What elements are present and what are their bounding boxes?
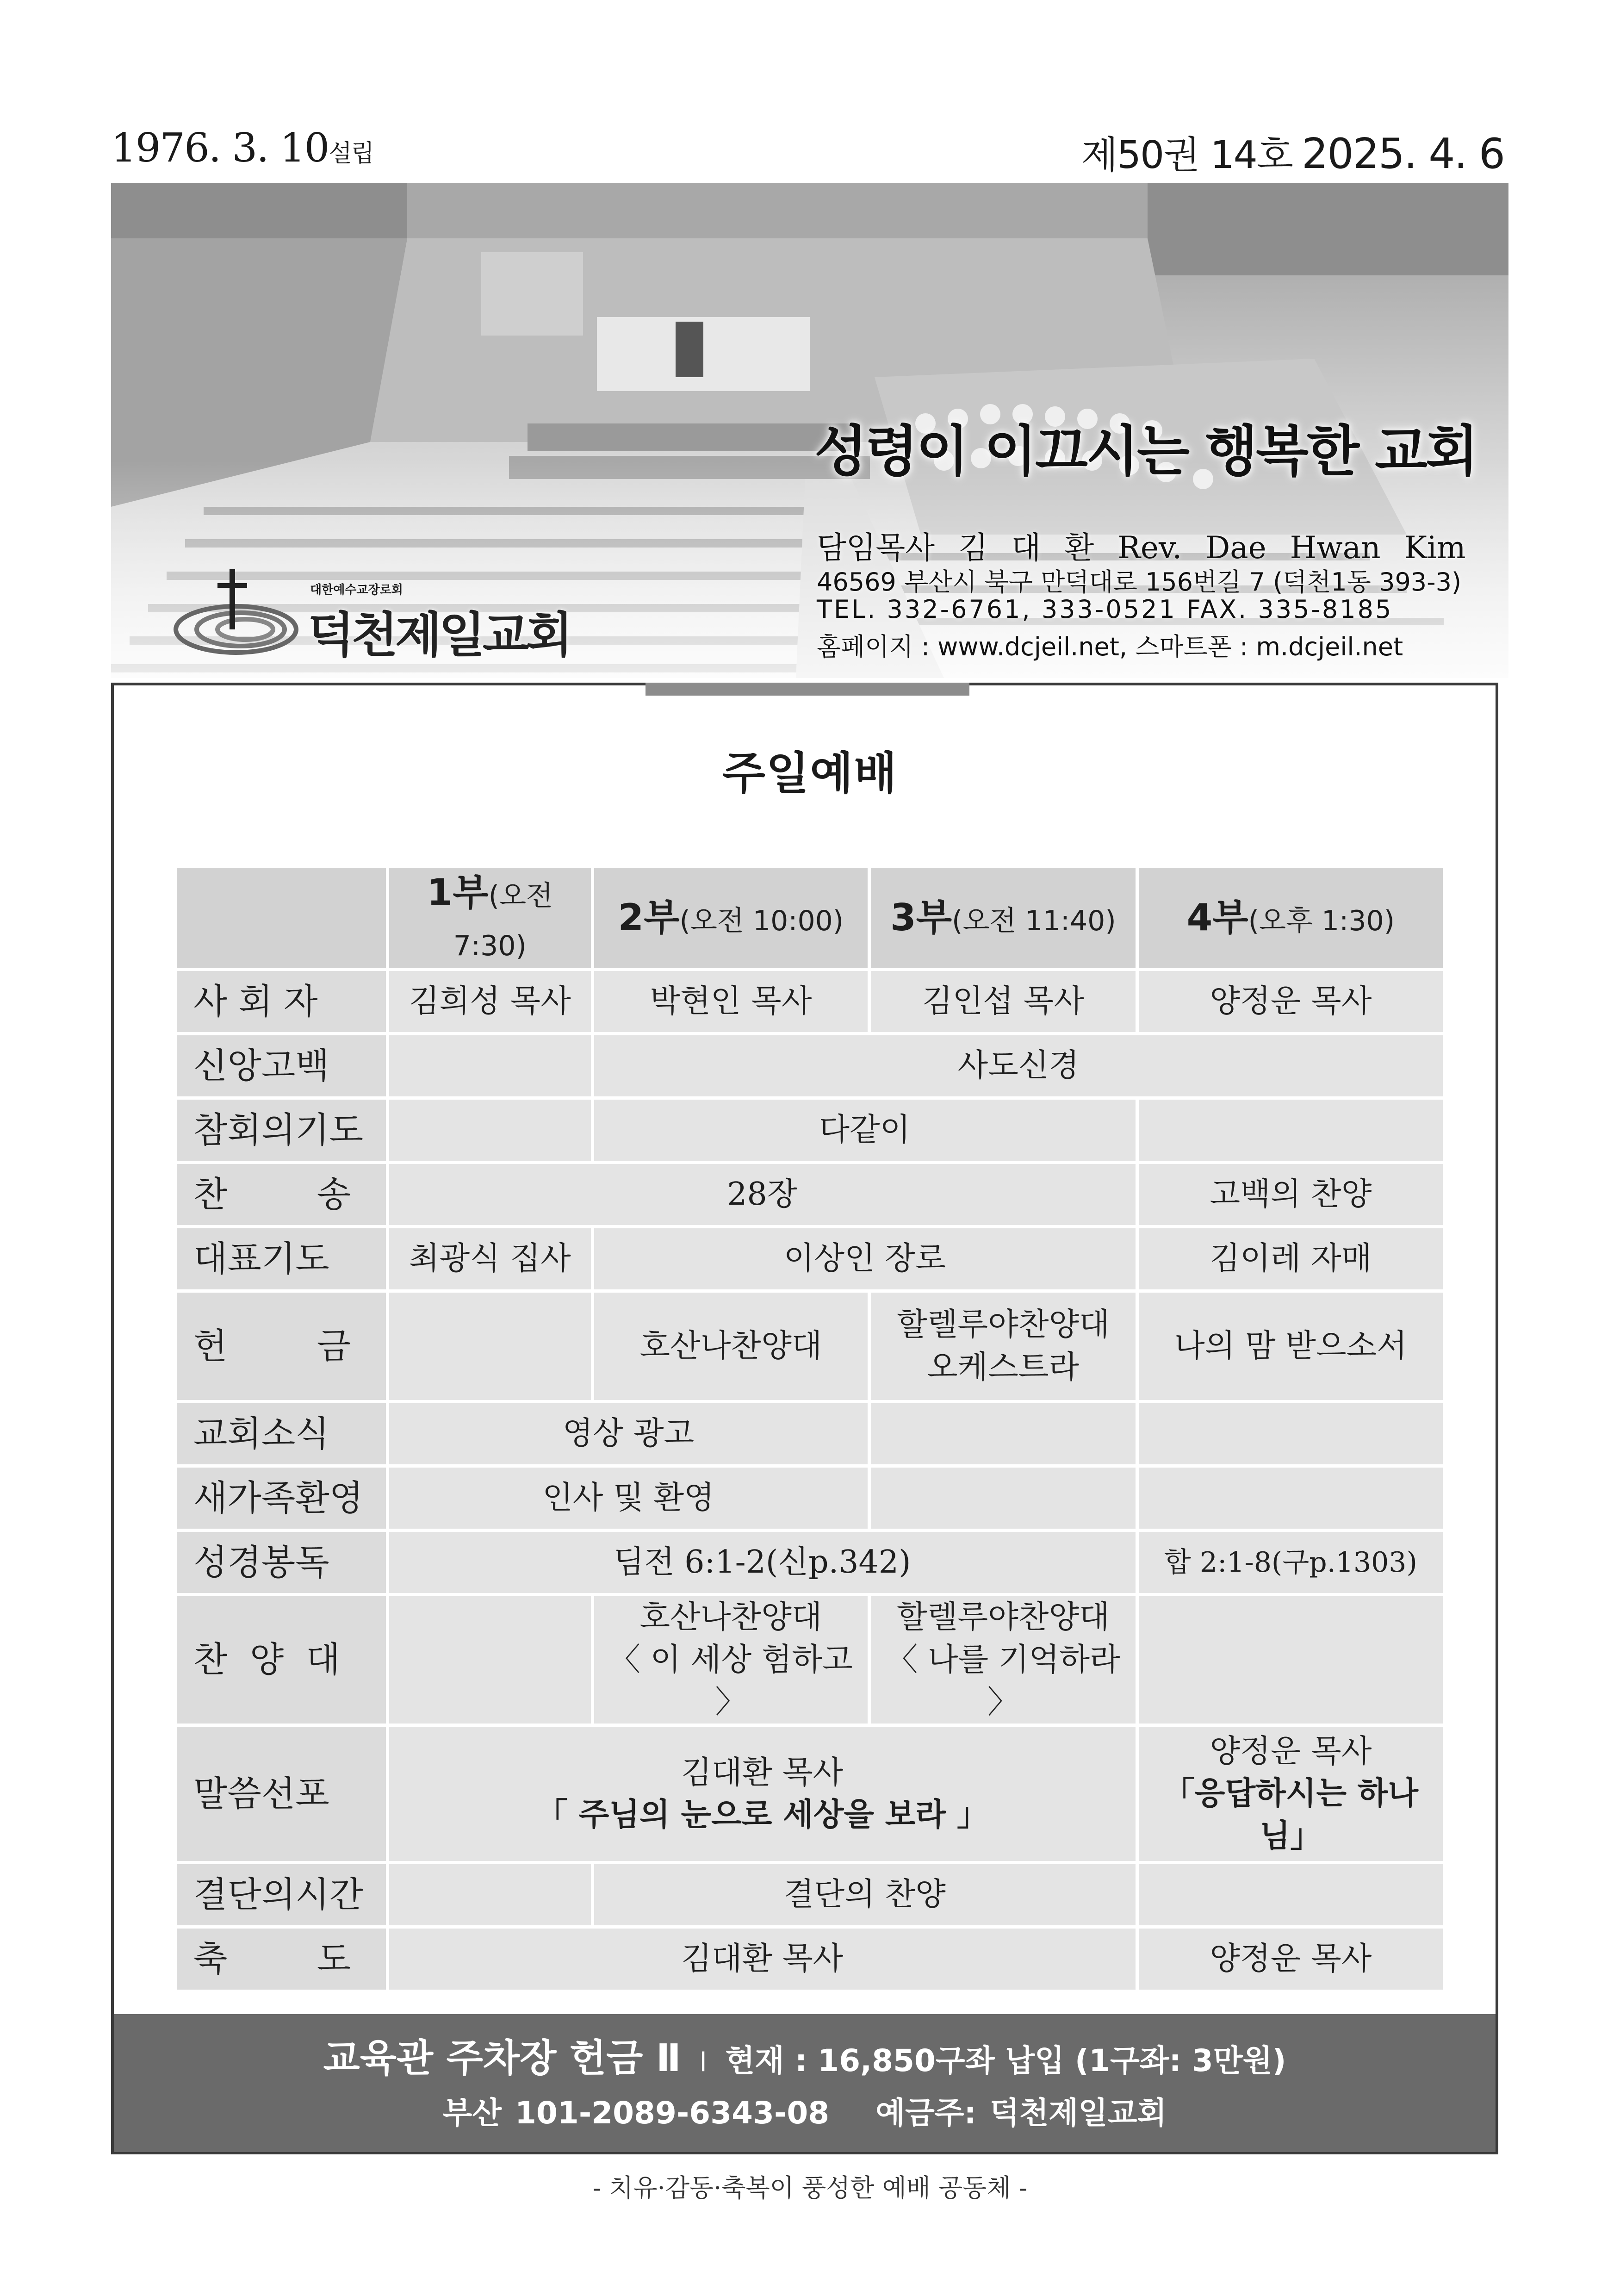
preacher-name: 김대환 목사 xyxy=(681,1754,844,1791)
row-label: 찬 양 대 xyxy=(177,1596,386,1724)
worship-schedule-table xyxy=(174,865,1446,1993)
cell-line: 할렐루야찬양대 xyxy=(897,1599,1110,1636)
table-row xyxy=(177,1596,1443,1724)
table-cell xyxy=(389,1596,591,1724)
table-cell xyxy=(389,1727,1136,1861)
header-corner-cell xyxy=(177,868,386,968)
table-cell xyxy=(871,1403,1136,1464)
table-cell: 이상인 장로 xyxy=(594,1228,1136,1289)
table-cell xyxy=(389,1035,591,1096)
cell-line: 〈 나를 기억하라 〉 xyxy=(886,1641,1120,1721)
church-address: 46569 부산시 북구 만덕대로 156번길 7 (덕천1동 393-3) xyxy=(817,567,1462,597)
church-motto: - 치유·감동·축복이 풍성한 예배 공동체 - xyxy=(592,2173,1028,2203)
column-header-3: 3부(오전 11:40) xyxy=(871,868,1136,968)
church-phone: TEL. 332-6761, 333-0521 FAX. 335-8185 xyxy=(817,595,1393,624)
founded-date: 1976. 3. 10설립 xyxy=(111,125,373,171)
pastor-name: 담임목사 김 대 환 Rev. Dae Hwan Kim xyxy=(817,530,1466,566)
table-cell: 합 2:1-8(구p.1303) xyxy=(1139,1532,1443,1593)
table-cell xyxy=(1139,1727,1443,1861)
table-cell xyxy=(389,1100,591,1161)
table-row xyxy=(177,1164,1443,1225)
row-label: 찬 송 xyxy=(177,1164,386,1225)
table-row xyxy=(177,1293,1443,1400)
issue-info: 제50권 14호 2025. 4. 6 xyxy=(1081,130,1504,178)
table-row xyxy=(177,1864,1443,1925)
preacher-name: 양정운 목사 xyxy=(1210,1733,1372,1770)
church-slogan: 성령이 이끄시는 행복한 교회 xyxy=(814,419,1477,483)
table-cell: 사도신경 xyxy=(594,1035,1443,1096)
offering-line-2 xyxy=(114,2088,1496,2132)
table-cell xyxy=(1139,1864,1443,1925)
table-cell: 박현인 목사 xyxy=(594,971,868,1032)
row-label: 사 회 자 xyxy=(177,971,386,1032)
issue-date: 2025. 4. 6 xyxy=(1302,130,1504,178)
table-row xyxy=(177,1727,1443,1861)
offering-title: 교육관 주차장 헌금 Ⅱ xyxy=(323,2036,681,2080)
table-cell xyxy=(389,1864,591,1925)
table-cell: 다같이 xyxy=(594,1100,1136,1161)
offering-current: 현재 : 16,850구좌 납입 (1구좌: 3만원) xyxy=(725,2043,1286,2078)
table-cell: 나의 맘 받으소서 xyxy=(1139,1293,1443,1400)
table-cell: 딤전 6:1-2(신p.342) xyxy=(389,1532,1136,1593)
church-emblem-icon xyxy=(171,560,310,666)
row-label: 새가족환영 xyxy=(177,1468,386,1529)
row-label: 성경봉독 xyxy=(177,1532,386,1593)
table-row xyxy=(177,971,1443,1032)
cell-line: 〈 이 세상 험하고 〉 xyxy=(608,1641,853,1721)
row-label: 말씀선포 xyxy=(177,1727,386,1861)
table-cell: 양정운 목사 xyxy=(1139,1929,1443,1990)
table-cell: 김대환 목사 xyxy=(389,1929,1136,1990)
table-cell: 최광식 집사 xyxy=(389,1228,591,1289)
table-cell: 김인섭 목사 xyxy=(871,971,1136,1032)
cell-line: 할렐루야찬양대 xyxy=(897,1307,1110,1344)
table-row xyxy=(177,1403,1443,1464)
table-cell xyxy=(871,1468,1136,1529)
table-cell: 인사 및 환영 xyxy=(389,1468,868,1529)
row-label: 헌 금 xyxy=(177,1293,386,1400)
table-row xyxy=(177,1468,1443,1529)
table-cell: 양정운 목사 xyxy=(1139,971,1443,1032)
row-label: 축 도 xyxy=(177,1929,386,1990)
table-cell xyxy=(389,1293,591,1400)
church-website: 홈페이지 : www.dcjeil.net, 스마트폰 : m.dcjeil.net xyxy=(817,632,1403,661)
table-cell: 김희성 목사 xyxy=(389,971,591,1032)
column-header-4: 4부(오후 1:30) xyxy=(1139,868,1443,968)
table-header-row xyxy=(177,868,1443,968)
table-cell xyxy=(1139,1403,1443,1464)
row-label: 결단의시간 xyxy=(177,1864,386,1925)
table-cell: 김이레 자매 xyxy=(1139,1228,1443,1289)
table-row xyxy=(177,1100,1443,1161)
row-label: 교회소식 xyxy=(177,1403,386,1464)
table-cell xyxy=(594,1596,868,1724)
table-cell xyxy=(1139,1468,1443,1529)
table-cell xyxy=(1139,1596,1443,1724)
row-label: 참회의기도 xyxy=(177,1100,386,1161)
table-row xyxy=(177,1035,1443,1096)
row-label: 대표기도 xyxy=(177,1228,386,1289)
sermon-title: 「 주님의 눈으로 세상을 보라 」 xyxy=(536,1797,988,1834)
offering-line-1 xyxy=(114,2028,1496,2082)
frame-tab xyxy=(646,683,969,696)
column-header-1: 1부(오전 7:30) xyxy=(389,868,591,968)
column-header-2: 2부(오전 10:00) xyxy=(594,868,868,968)
table-cell: 28장 xyxy=(389,1164,1136,1225)
cell-line: 오케스트라 xyxy=(927,1349,1080,1386)
table-cell: 결단의 찬양 xyxy=(594,1864,1136,1925)
table-cell xyxy=(871,1293,1136,1400)
building-offering-banner xyxy=(114,2014,1496,2152)
table-cell: 호산나찬양대 xyxy=(594,1293,868,1400)
table-cell: 고백의 찬양 xyxy=(1139,1164,1443,1225)
table-row xyxy=(177,1929,1443,1990)
table-cell: 영상 광고 xyxy=(389,1403,868,1464)
cell-line: 호산나찬양대 xyxy=(639,1599,822,1636)
sermon-title: 「응답하시는 하나님」 xyxy=(1163,1775,1419,1855)
logo-denomination: 대한예수교장로회 xyxy=(310,583,403,597)
row-label: 신앙고백 xyxy=(177,1035,386,1096)
table-row xyxy=(177,1532,1443,1593)
logo-church-name: 덕천제일교회 xyxy=(308,607,570,663)
bank-account: 부산 101-2089-6343-08 xyxy=(442,2095,830,2131)
church-logo xyxy=(171,560,588,666)
table-cell xyxy=(871,1596,1136,1724)
table-row xyxy=(177,1228,1443,1289)
separator: l xyxy=(699,2047,707,2078)
service-title: 주일예배 xyxy=(722,747,898,799)
account-holder: 예금주: 덕천제일교회 xyxy=(875,2095,1167,2131)
table-cell xyxy=(1139,1100,1443,1161)
